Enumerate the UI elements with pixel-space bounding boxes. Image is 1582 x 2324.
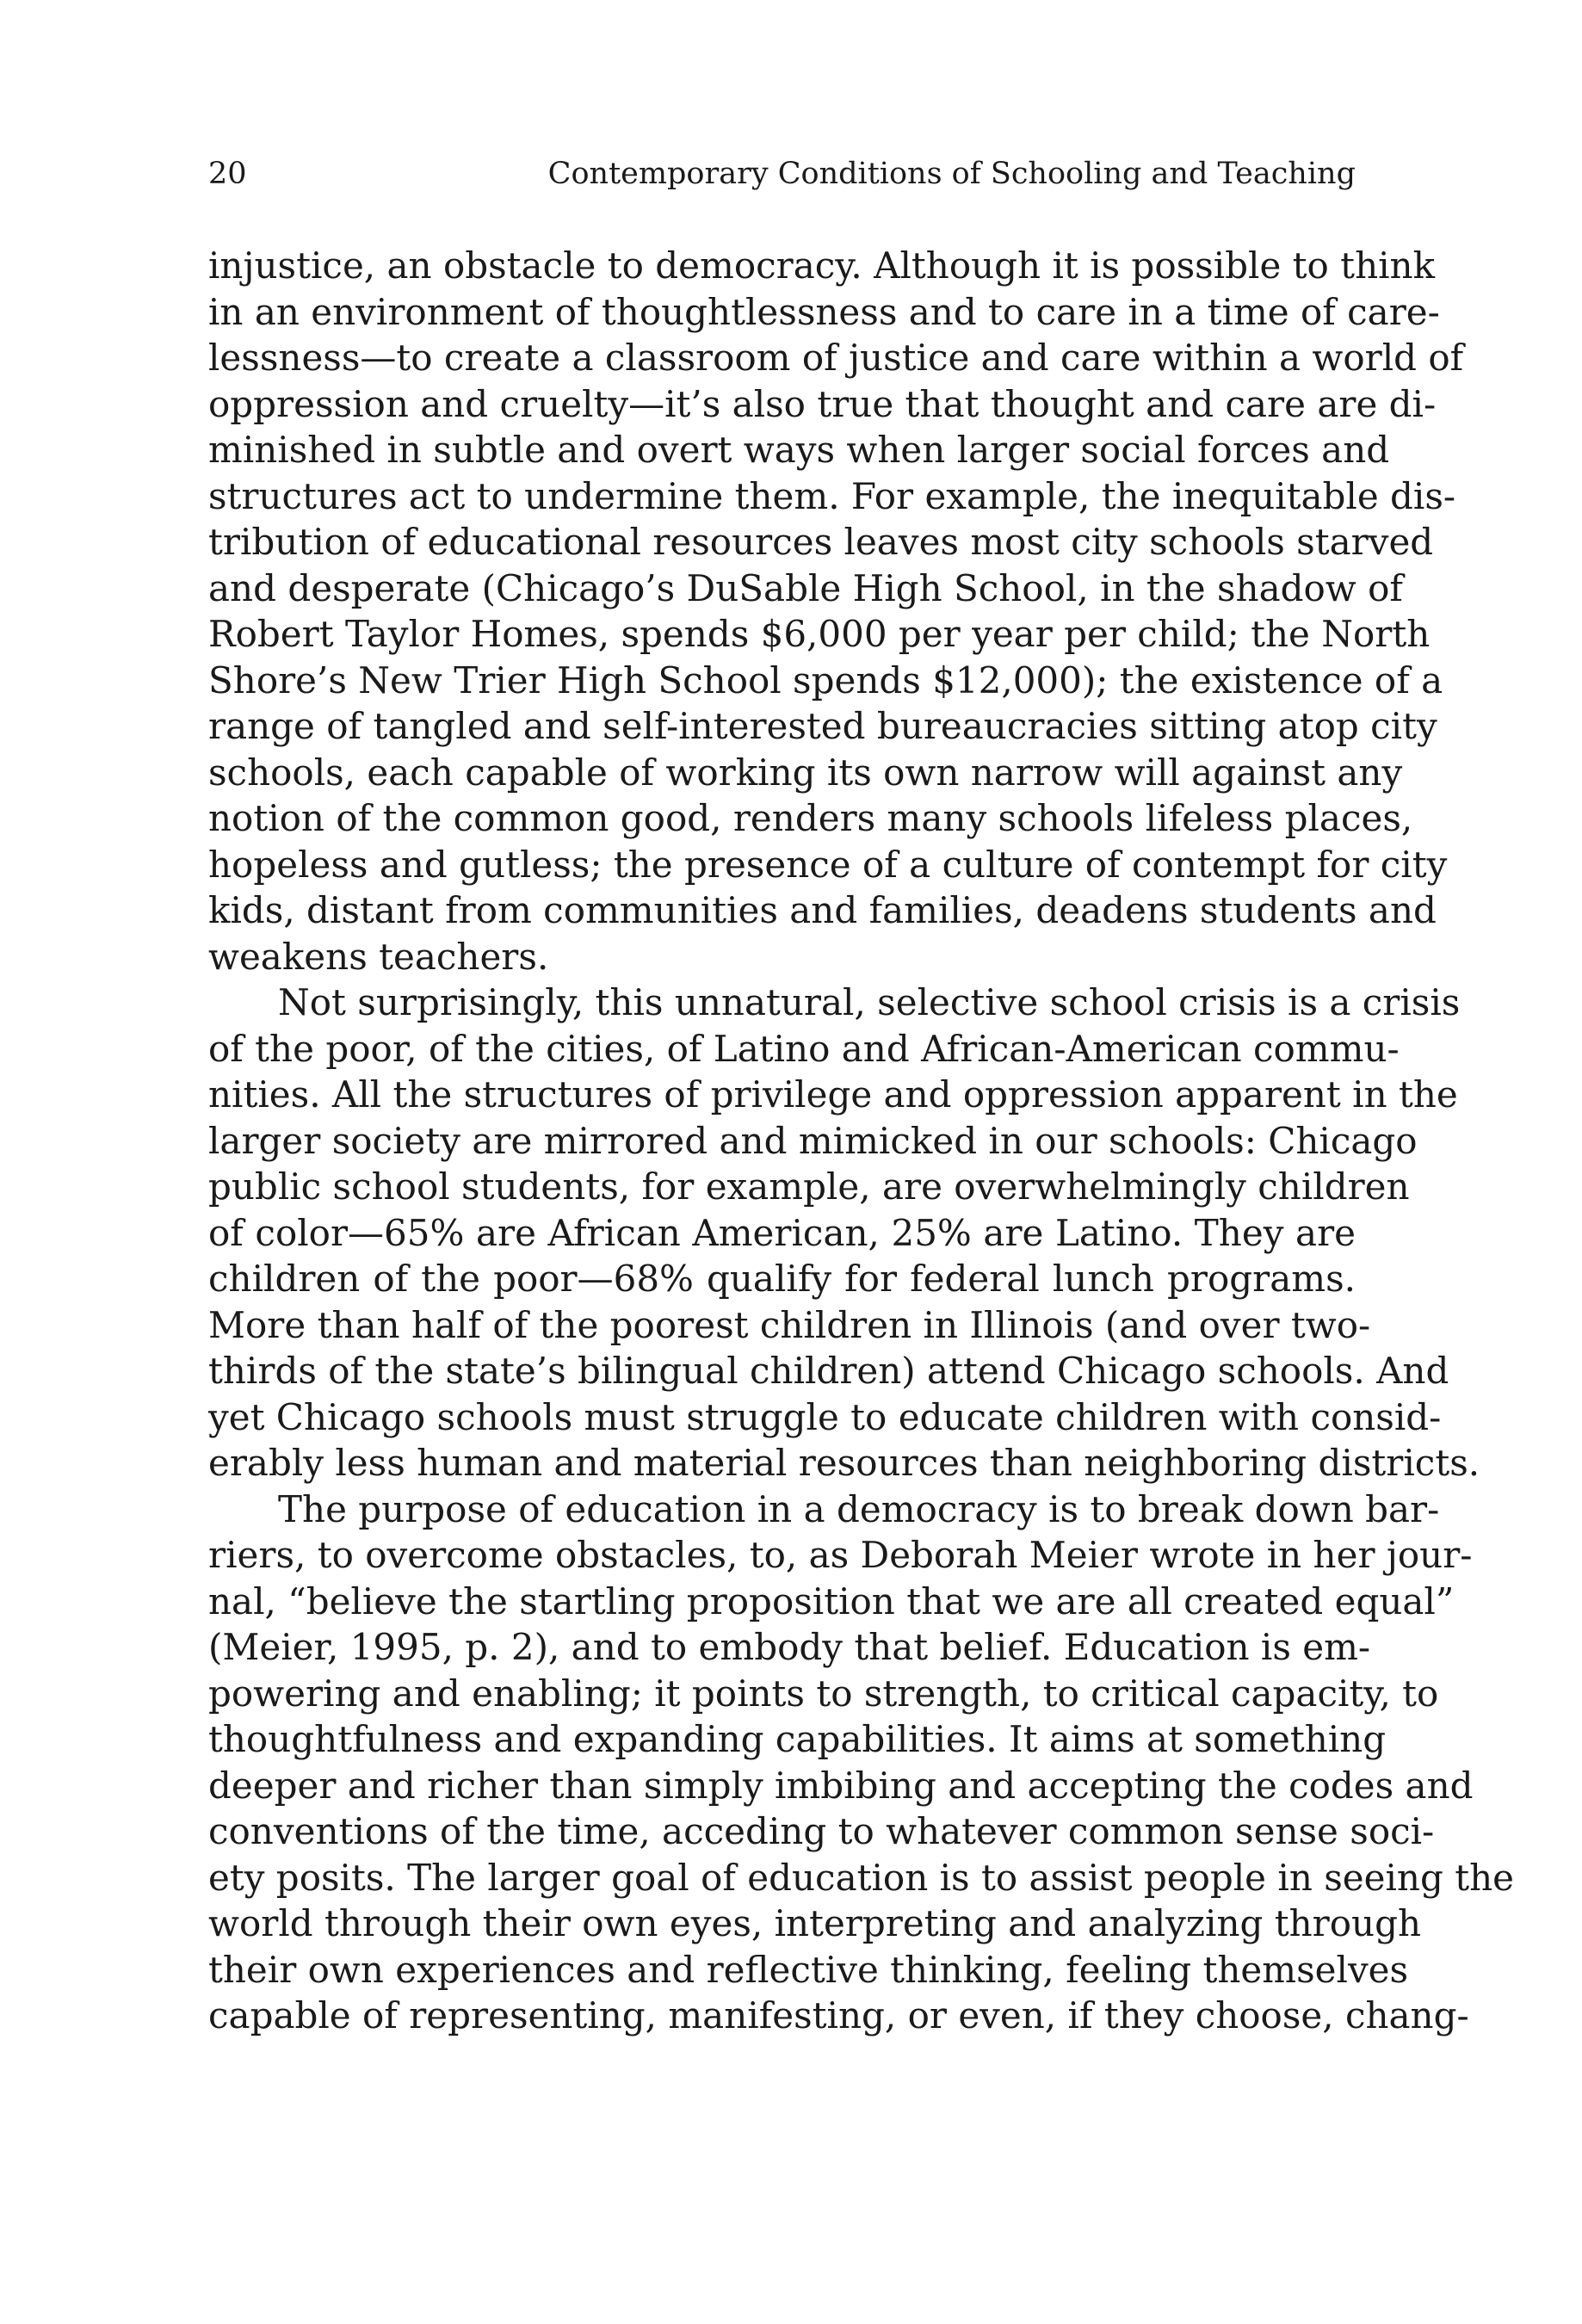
text-line: More than half of the poorest children in Illinois (and over two-	[208, 1303, 1371, 1346]
text-line: children of the poor—68% qualify for federal lunch programs.	[208, 1258, 1356, 1300]
text-line: their own experiences and reflective thinking, feeling themselves	[208, 1948, 1409, 1991]
body-text	[208, 243, 1514, 2039]
text-line: public school students, for example, are overwhelmingly children	[208, 1165, 1410, 1208]
text-line: yet Chicago schools must struggle to educate children with consid-	[208, 1395, 1442, 1438]
text-line: thoughtfulness and expanding capabilities. It aims at something	[208, 1718, 1387, 1760]
text-line: of the poor, of the cities, of Latino and African-American commu-	[208, 1027, 1400, 1070]
paragraph	[208, 1486, 1514, 2039]
text-line: deeper and richer than simply imbibing and accepting the codes and	[208, 1764, 1474, 1807]
text-line: erably less human and material resources than neighboring districts.	[208, 1442, 1480, 1484]
text-line: powering and enabling; it points to strength, to critical capacity, to	[208, 1672, 1439, 1715]
text-line: nal, “believe the startling proposition that we are all created equal”	[208, 1579, 1455, 1622]
text-line: weakens teachers.	[208, 935, 549, 978]
text-line: nities. All the structures of privilege and oppression apparent in the	[208, 1073, 1458, 1116]
text-line: riers, to overcome obstacles, to, as Deborah Meier wrote in her jour-	[208, 1534, 1473, 1576]
text-line: kids, distant from communities and families, deadens students and	[208, 889, 1437, 931]
text-line: hopeless and gutless; the presence of a culture of contempt for city	[208, 843, 1448, 886]
running-title: Contemporary Conditions of Schooling and Teaching	[547, 157, 1356, 191]
text-line: notion of the common good, renders many schools lifeless places,	[208, 797, 1413, 839]
text-line: lessness—to create a classroom of justice and care within a world of	[208, 337, 1464, 379]
paragraph	[208, 243, 1464, 980]
text-line: world through their own eyes, interpreting and analyzing through	[208, 1902, 1422, 1944]
text-line: conventions of the time, acceding to whatever common sense soci-	[208, 1810, 1435, 1852]
text-line: of color—65% are African American, 25% are Latino. They are	[208, 1211, 1356, 1254]
text-line: capable of representing, manifesting, or even, if they choose, chang-	[208, 1994, 1469, 2037]
text-line: larger society are mirrored and mimicked in our schools: Chicago	[208, 1119, 1418, 1162]
text-line: (Meier, 1995, p. 2), and to embody that belief. Education is em-	[208, 1626, 1371, 1668]
text-line: tribution of educational resources leaves most city schools starved	[208, 521, 1434, 563]
text-line: oppression and cruelty—it’s also true that thought and care are di-	[208, 382, 1437, 425]
text-line: The purpose of education in a democracy is to break down bar-	[278, 1487, 1440, 1530]
text-line: structures act to undermine them. For example, the inequitable dis-	[208, 474, 1456, 517]
text-line: ety posits. The larger goal of education is to assist people in seeing the	[208, 1856, 1514, 1899]
text-line: schools, each capable of working its own narrow will against any	[208, 751, 1403, 794]
page-number: 20	[208, 157, 247, 191]
text-line: in an environment of thoughtlessness and to care in a time of care-	[208, 290, 1440, 333]
text-line: minished in subtle and overt ways when larger social forces and	[208, 429, 1390, 471]
text-line: thirds of the state’s bilingual children) attend Chicago schools. And	[208, 1350, 1449, 1392]
text-line: Shore’s New Trier High School spends $12,000); the existence of a	[208, 658, 1443, 702]
text-line: Robert Taylor Homes, spends $6,000 per year per child; the North	[208, 613, 1431, 655]
paragraph	[208, 980, 1480, 1486]
running-head	[208, 153, 1356, 195]
text-line: Not surprisingly, this unnatural, selective school crisis is a crisis	[278, 981, 1461, 1023]
text-line: injustice, an obstacle to democracy. Although it is possible to think	[208, 244, 1436, 287]
text-line: range of tangled and self-interested bureaucracies sitting atop city	[208, 705, 1437, 747]
text-line: and desperate (Chicago’s DuSable High School, in the shadow of	[208, 566, 1403, 609]
